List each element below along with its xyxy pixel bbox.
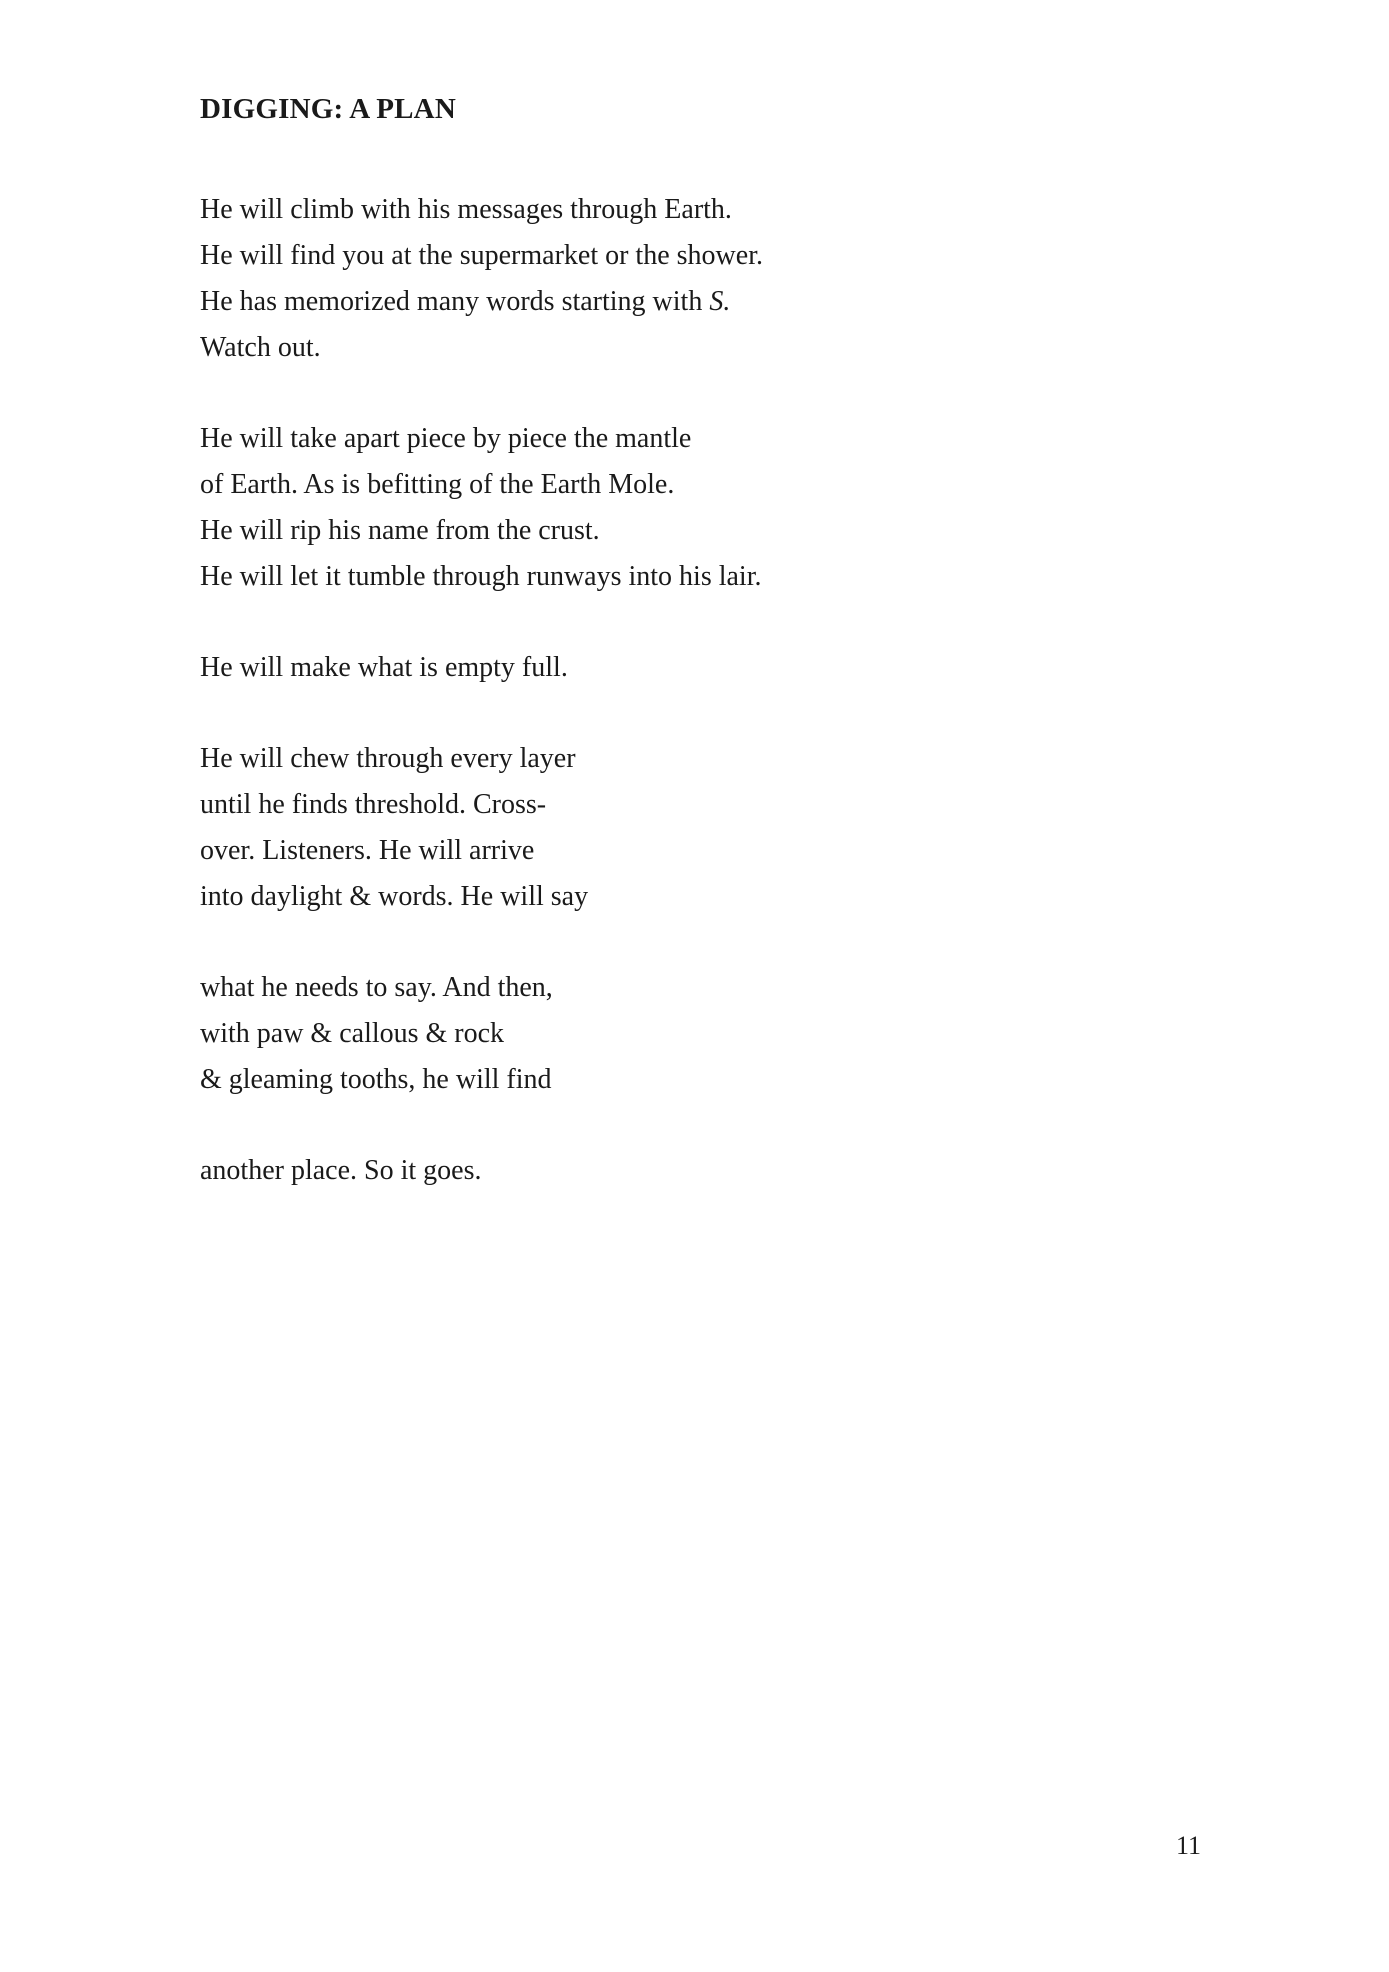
poem-line: He will take apart piece by piece the mantle <box>200 422 692 454</box>
poem-line: over. Listeners. He will arrive <box>200 834 535 866</box>
poem-line: He will find you at the supermarket or the shower. <box>200 239 763 271</box>
poem-line: until he finds threshold. Cross- <box>200 788 547 820</box>
poem-line: & gleaming tooths, he will find <box>200 1063 552 1095</box>
poem-line: into daylight & words. He will say <box>200 880 589 912</box>
poem-line: with paw & callous & rock <box>200 1017 505 1049</box>
poem <box>200 92 1100 1239</box>
stanza-5 <box>200 965 1100 1103</box>
poem-line: He will make what is empty full. <box>200 651 568 683</box>
poem-line: of Earth. As is befitting of the Earth Mole. <box>200 468 675 500</box>
poem-line: what he needs to say. And then, <box>200 971 553 1003</box>
italic-letter: S. <box>709 285 731 317</box>
poem-line: He will let it tumble through runways into his lair. <box>200 560 762 592</box>
poem-line: another place. So it goes. <box>200 1154 482 1186</box>
stanza-4 <box>200 736 1100 920</box>
stanza-1 <box>200 187 1100 371</box>
poem-line: He will rip his name from the crust. <box>200 514 600 546</box>
poem-line: He will climb with his messages through Earth. <box>200 193 732 225</box>
stanza-6 <box>200 1148 1100 1194</box>
page-number: 11 <box>1176 1831 1202 1860</box>
poem-line <box>200 279 1100 325</box>
poem-line: He will chew through every layer <box>200 742 576 774</box>
poem-line-text: He has memorized many words starting with <box>200 285 710 317</box>
stanza-2 <box>200 416 1100 600</box>
poem-line: Watch out. <box>200 331 321 363</box>
poem-title: DIGGING: A PLAN <box>200 93 456 125</box>
stanza-3 <box>200 645 1100 691</box>
